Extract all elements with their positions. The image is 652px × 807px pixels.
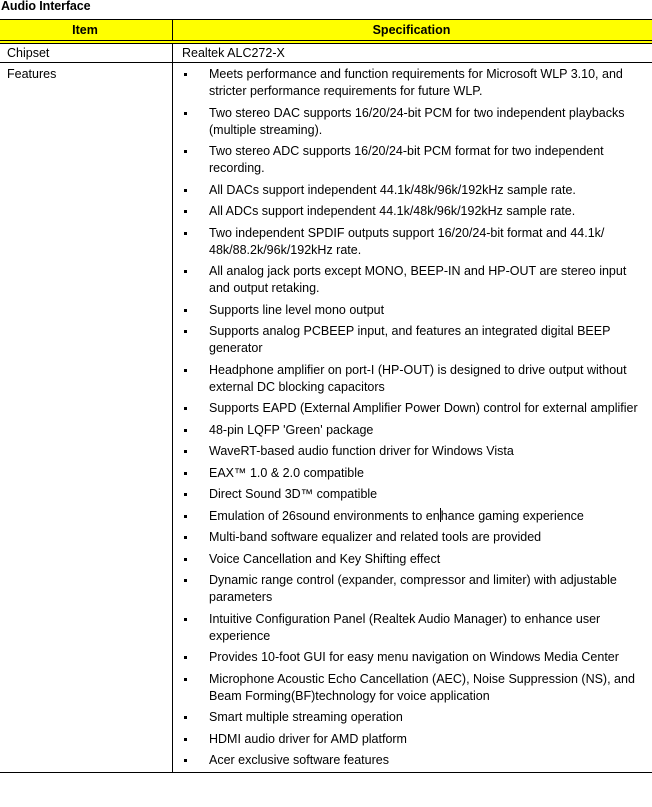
table-header-row	[0, 20, 652, 44]
feature-item	[182, 709, 652, 731]
feature-item	[182, 182, 652, 204]
feature-text: Dynamic range control (expander, compressor and limiter) with adjustable parameters	[209, 573, 617, 604]
bullet-icon	[184, 678, 187, 681]
bullet-icon	[184, 369, 187, 372]
feature-text: Provides 10-foot GUI for easy menu navigation on Windows Media Center	[209, 650, 619, 664]
feature-item	[182, 508, 652, 530]
feature-item	[182, 302, 652, 324]
feature-text: 48-pin LQFP 'Green' package	[209, 422, 374, 437]
chipset-label: Chipset	[0, 44, 173, 62]
bullet-icon	[184, 579, 187, 582]
feature-item	[182, 323, 652, 362]
bullet-icon	[184, 150, 187, 153]
feature-item	[182, 486, 652, 508]
bullet-icon	[184, 330, 187, 333]
feature-item	[182, 611, 652, 650]
feature-text: EAX™ 1.0 & 2.0 compatible	[209, 465, 364, 480]
bullet-icon	[184, 738, 187, 741]
bullet-icon	[184, 618, 187, 621]
feature-text: All ADCs support independent 44.1k/48k/96k/192kHz sample rate.	[209, 204, 576, 218]
feature-item	[182, 649, 652, 671]
feature-item	[182, 66, 652, 105]
bullet-icon	[184, 429, 187, 432]
feature-text: Smart multiple streaming operation	[209, 710, 403, 724]
feature-text: Intuitive Configuration Panel (Realtek Audio Manager) to enhance user experience	[209, 611, 601, 643]
feature-item	[182, 551, 652, 573]
bullet-icon	[184, 407, 187, 410]
table-row-features	[0, 63, 652, 772]
feature-item	[182, 225, 652, 264]
feature-text: WaveRT-based audio function driver for Windows Vista	[209, 444, 514, 458]
feature-item	[182, 143, 652, 182]
feature-item	[182, 362, 652, 401]
feature-item	[182, 443, 652, 465]
bullet-icon	[184, 309, 187, 312]
feature-item	[182, 752, 652, 772]
feature-item	[182, 572, 652, 611]
feature-item	[182, 731, 652, 753]
feature-item	[182, 465, 652, 487]
feature-item	[182, 105, 652, 144]
feature-text: All DACs support independent 44.1k/48k/96k/192kHz sample rate.	[209, 182, 576, 197]
bullet-icon	[184, 515, 187, 518]
feature-text: Headphone amplifier on port-I (HP-OUT) is designed to drive output without external DC blocking capacitors	[209, 362, 627, 394]
bullet-icon	[184, 450, 187, 453]
header-specification: Specification	[372, 23, 451, 37]
feature-text: Supports EAPD (External Amplifier Power Down) control for external amplifier	[209, 401, 638, 415]
features-label: Features	[0, 63, 173, 772]
feature-text: Two stereo ADC supports 16/20/24-bit PCM format for two independent recording.	[209, 144, 604, 175]
feature-text: Voice Cancellation and Key Shifting effect	[209, 551, 441, 566]
bullet-icon	[184, 210, 187, 213]
features-value-cell	[173, 63, 652, 772]
bullet-icon	[184, 270, 187, 273]
feature-text: Microphone Acoustic Echo Cancellation (AEC), Noise Suppression (NS), and Beam Forming(BF)technology for voice application	[209, 671, 635, 703]
feature-text: All analog jack ports except MONO, BEEP-IN and HP-OUT are stereo input and output retaking.	[209, 264, 627, 295]
feature-text: Two stereo DAC supports 16/20/24-bit PCM for two independent playbacks (multiple streaming).	[209, 105, 625, 137]
audio-interface-table	[0, 19, 652, 773]
bullet-icon	[184, 558, 187, 561]
table-row-chipset	[0, 44, 652, 63]
feature-text: Acer exclusive software features	[209, 753, 389, 767]
feature-text: Two independent SPDIF outputs support 16/20/24-bit format and 44.1k/ 48k/88.2k/96k/192kHz rate.	[209, 225, 605, 257]
bullet-icon	[184, 656, 187, 659]
bullet-icon	[184, 232, 187, 235]
feature-item	[182, 529, 652, 551]
feature-item	[182, 203, 652, 225]
feature-text: Meets performance and function requirements for Microsoft WLP 3.10, and stricter performance requirements for future WLP.	[209, 67, 623, 98]
feature-item	[182, 671, 652, 710]
feature-item	[182, 263, 652, 302]
feature-item	[182, 422, 652, 444]
feature-text: Emulation of 26sound environments to enhance gaming experience	[209, 508, 584, 523]
feature-text: Multi-band software equalizer and related tools are provided	[209, 530, 542, 544]
bullet-icon	[184, 73, 187, 76]
bullet-icon	[184, 493, 187, 496]
chipset-value: Realtek ALC272-X	[182, 46, 285, 60]
bullet-icon	[184, 112, 187, 115]
bullet-icon	[184, 189, 187, 192]
feature-text: Direct Sound 3D™ compatible	[209, 487, 378, 501]
bullet-icon	[184, 536, 187, 539]
header-item: Item	[0, 20, 173, 40]
bullet-icon	[184, 716, 187, 719]
feature-text: Supports analog PCBEEP input, and features an integrated digital BEEP generator	[209, 324, 611, 355]
feature-text: Supports line level mono output	[209, 302, 385, 317]
section-title: Audio Interface	[1, 0, 91, 13]
feature-text: HDMI audio driver for AMD platform	[209, 731, 407, 746]
bullet-icon	[184, 759, 187, 762]
features-list	[182, 63, 652, 772]
bullet-icon	[184, 472, 187, 475]
feature-item	[182, 400, 652, 422]
